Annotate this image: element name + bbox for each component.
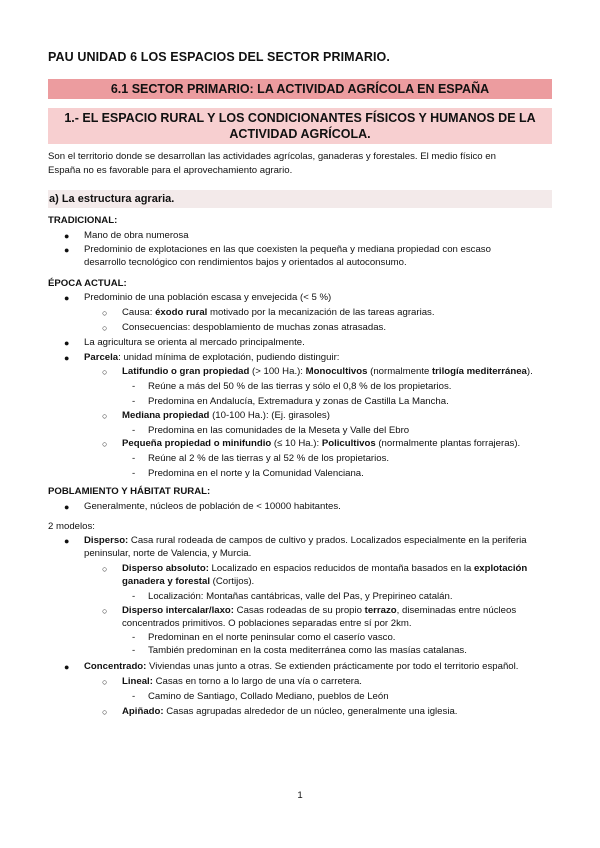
list-item-detail: Reúne al 2 % de las tierras y al 52 % de los propietarios.	[148, 453, 390, 464]
page-number: 1	[297, 790, 303, 801]
bullet-icon: ●	[64, 245, 70, 255]
list-item-detail: Predominan en el norte peninsular como el caserío vasco.	[148, 632, 396, 643]
list-item-lineal: Lineal: Casas en torno a lo largo de una vía o carretera.	[122, 676, 362, 687]
list-item-disperso-absoluto: Disperso absoluto: Localizado en espacios reducidos de montaña basados en la explotación	[122, 563, 528, 574]
list-item-mediana: Mediana propiedad (10-100 Ha.): (Ej. girasoles)	[122, 410, 330, 421]
list-item-cont: concentrados primitivos. O poblaciones separadas entre sí por 2km.	[122, 618, 412, 629]
subheading-estructura-agraria: a) La estructura agraria.	[48, 190, 552, 208]
list-item-detail: Predomina en el norte y la Comunidad Valenciana.	[148, 468, 364, 479]
section-heading: 6.1 SECTOR PRIMARIO: LA ACTIVIDAD AGRÍCOLA EN ESPAÑA	[48, 79, 552, 99]
list-item: Generalmente, núcleos de población de < 10000 habitantes.	[84, 501, 341, 512]
list-item-detail: También predominan en la costa mediterránea como las masías catalanas.	[148, 645, 467, 656]
circle-bullet-icon: ○	[102, 677, 108, 687]
heading-tradicional: TRADICIONAL:	[48, 215, 118, 226]
circle-bullet-icon: ○	[102, 411, 108, 421]
list-item-detail: Predomina en las comunidades de la Meseta y Valle del Ebro	[148, 425, 410, 436]
dash-icon: -	[132, 468, 136, 479]
list-item-cont: ganadera y forestal (Cortijos).	[122, 576, 255, 587]
intro-line2: España no es favorable para el aprovechamiento agrario.	[48, 165, 293, 176]
bullet-icon: ●	[64, 502, 70, 512]
list-item-latifundio: Latifundio o gran propiedad (> 100 Ha.): Monocultivos (normalmente trilogía mediterránea).	[122, 366, 533, 377]
circle-bullet-icon: ○	[102, 564, 108, 574]
subsection-heading-line2: ACTIVIDAD AGRÍCOLA.	[229, 127, 371, 141]
list-item-detail: Predomina en Andalucía, Extremadura y zonas de Castilla La Mancha.	[148, 396, 449, 407]
list-item-cont: desarrollo tecnológico con rendimientos bajos y orientados al autoconsumo.	[84, 257, 407, 268]
bullet-icon: ●	[64, 338, 70, 348]
bullet-icon: ●	[64, 231, 70, 241]
dash-icon: -	[132, 396, 136, 407]
circle-bullet-icon: ○	[102, 439, 108, 449]
list-item-consecuencias: Consecuencias: despoblamiento de muchas zonas atrasadas.	[122, 322, 386, 333]
dash-icon: -	[132, 381, 136, 392]
list-item-cont: peninsular, norte de Valencia, y Murcia.	[84, 548, 252, 559]
dash-icon: -	[132, 632, 136, 643]
circle-bullet-icon: ○	[102, 367, 108, 377]
list-item-detail: Reúne a más del 50 % de las tierras y sólo el 0,8 % de los propietarios.	[148, 381, 452, 392]
dash-icon: -	[132, 425, 136, 436]
circle-bullet-icon: ○	[102, 308, 108, 318]
list-item-causa: Causa: éxodo rural motivado por la mecanización de las tareas agrarias.	[122, 307, 435, 318]
bullet-icon: ●	[64, 353, 70, 363]
dash-icon: -	[132, 645, 136, 656]
dash-icon: -	[132, 591, 136, 602]
circle-bullet-icon: ○	[102, 323, 108, 333]
list-item: Predominio de explotaciones en las que coexisten la pequeña y mediana propiedad con escaso	[84, 244, 491, 255]
list-item-detail: Camino de Santiago, Collado Mediano, pueblos de León	[148, 691, 389, 702]
list-item-disperso-intercalar: Disperso intercalar/laxo: Casas rodeadas de su propio terrazo, diseminadas entre núcleos	[122, 605, 517, 616]
list-item: Predominio de una población escasa y envejecida (< 5 %)	[84, 292, 332, 303]
subsection-heading-line1: 1.- EL ESPACIO RURAL Y LOS CONDICIONANTES FÍSICOS Y HUMANOS DE LA	[64, 111, 536, 125]
intro-line1: Son el territorio donde se desarrollan las actividades agrícolas, ganaderas y forestales. El medio físico en	[48, 151, 496, 162]
bullet-icon: ●	[64, 662, 70, 672]
list-item-concentrado: Concentrado: Viviendas unas junto a otras. Se extienden prácticamente por todo el territorio español.	[84, 661, 519, 672]
list-item: Mano de obra numerosa	[84, 230, 189, 241]
circle-bullet-icon: ○	[102, 606, 108, 616]
list-item-apinado: Apiñado: Casas agrupadas alrededor de un núcleo, generalmente una iglesia.	[122, 706, 458, 717]
circle-bullet-icon: ○	[102, 707, 108, 717]
bullet-icon: ●	[64, 293, 70, 303]
list-item-pequena: Pequeña propiedad o minifundio (≤ 10 Ha.): Policultivos (normalmente plantas forrajeras).	[122, 438, 521, 449]
heading-poblamiento: POBLAMIENTO Y HÁBITAT RURAL:	[48, 486, 211, 497]
subsection-heading	[48, 108, 552, 144]
list-item-parcela: Parcela: unidad mínima de explotación, pudiendo distinguir:	[84, 352, 340, 363]
list-item-disperso: Disperso: Casa rural rodeada de campos de cultivo y prados. Localizados especialmente en la periferia	[84, 535, 527, 546]
document-title: PAU UNIDAD 6 LOS ESPACIOS DEL SECTOR PRIMARIO.	[48, 50, 390, 64]
modelos-label: 2 modelos:	[48, 521, 95, 532]
list-item-detail: Localización: Montañas cantábricas, valle del Pas, y Prepirineo catalán.	[148, 591, 453, 602]
list-item: La agricultura se orienta al mercado principalmente.	[84, 337, 305, 348]
dash-icon: -	[132, 453, 136, 464]
heading-epoca-actual: ÉPOCA ACTUAL:	[48, 278, 127, 289]
bullet-icon: ●	[64, 536, 70, 546]
intro-paragraph	[48, 150, 552, 178]
dash-icon: -	[132, 691, 136, 702]
